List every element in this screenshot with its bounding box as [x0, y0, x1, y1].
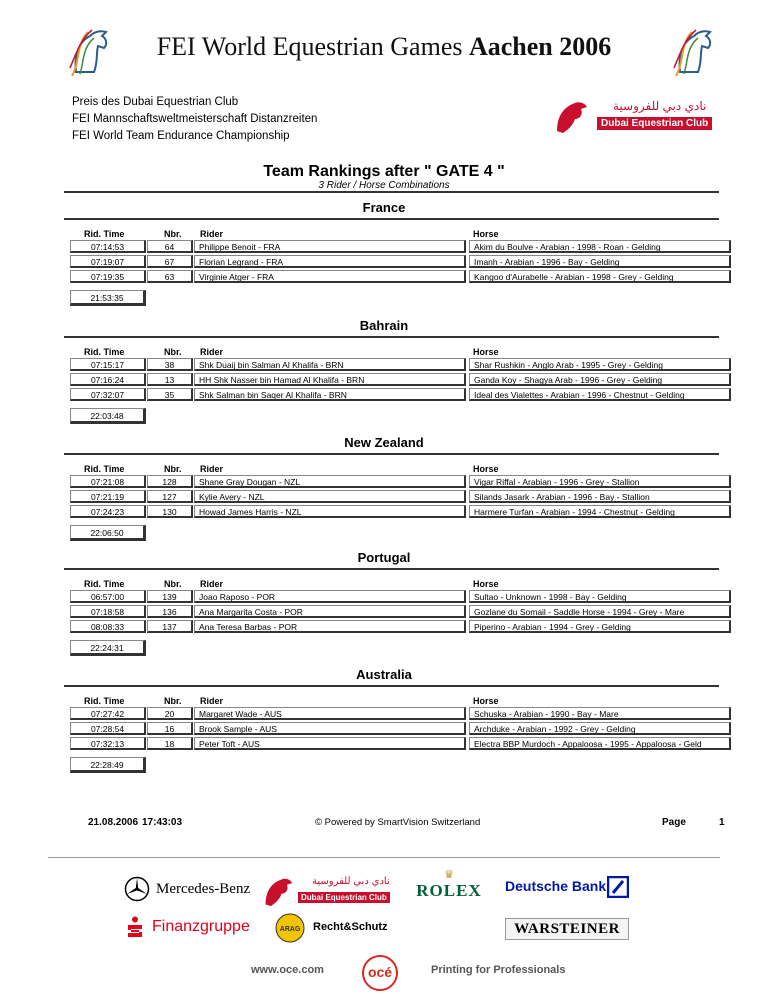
cell-nbr: 20: [147, 707, 193, 720]
sparkasse-s-icon: [126, 916, 144, 938]
footer-powered: © Powered by SmartVision Switzerland: [315, 817, 481, 828]
horse-emblem-right-icon: [670, 22, 720, 82]
cell-nbr: 137: [147, 620, 193, 633]
cell-nbr: 35: [147, 388, 193, 401]
dubai-club-logo: [553, 97, 733, 137]
ranking-subtitle: 3 Rider / Horse Combinations: [318, 180, 450, 191]
oce-url: www.oce.com: [251, 964, 324, 976]
cell-rider: Florian Legrand - FRA: [194, 255, 466, 268]
cell-nbr: 13: [147, 373, 193, 386]
cell-horse: Akim du Boulve - Arabian - 1998 - Roan - Gelding: [469, 240, 731, 253]
cell-nbr: 18: [147, 737, 193, 750]
deutsche-bank-logo: [505, 878, 606, 896]
footer-page-number: 1: [719, 817, 725, 828]
cell-rider: Shk Duaij bin Salman Al Khalifa - BRN: [194, 358, 466, 371]
team-name: Australia: [356, 667, 412, 682]
cell-nbr: 38: [147, 358, 193, 371]
col-header-time: Rid. Time: [84, 347, 125, 357]
team-total-time: 21:53:35: [70, 290, 146, 306]
cell-rid-time: 07:32:07: [70, 388, 146, 401]
cell-rid-time: 07:24:23: [70, 505, 146, 518]
team-total-time: 22:06:50: [70, 525, 146, 541]
cell-nbr: 64: [147, 240, 193, 253]
rolex-logo: [414, 868, 484, 901]
col-header-rider: Rider: [200, 696, 224, 706]
cell-horse: Ganda Koy - Shagya Arab - 1996 - Grey - Gelding: [469, 373, 731, 386]
cell-rider: Peter Toft - AUS: [194, 737, 466, 750]
cell-rid-time: 07:18:58: [70, 605, 146, 618]
col-header-horse: Horse: [473, 579, 499, 589]
col-header-time: Rid. Time: [84, 229, 125, 239]
col-header-rider: Rider: [200, 229, 224, 239]
deutsche-bank-text: Deutsche Bank: [505, 878, 607, 894]
col-header-horse: Horse: [473, 696, 499, 706]
cell-horse: Piperino - Arabian - 1994 - Grey - Gelding: [469, 620, 731, 633]
mercedes-logo: [124, 876, 251, 907]
col-header-rider: Rider: [200, 579, 224, 589]
cell-horse: Electra BBP Murdoch - Appaloosa - 1995 - Appaloosa - Geld: [469, 737, 731, 750]
cell-rider: Ana Margarita Costa - POR: [194, 605, 466, 618]
warsteiner-logo: [505, 918, 629, 940]
cell-nbr: 130: [147, 505, 193, 518]
cell-nbr: 63: [147, 270, 193, 283]
team-name: France: [362, 200, 406, 215]
team-divider: [64, 685, 719, 687]
crown-icon: ♛: [444, 869, 454, 881]
rolex-text: ROLEX: [416, 881, 482, 900]
cell-rid-time: 07:21:19: [70, 490, 146, 503]
cell-rider: Philippe Benoit - FRA: [194, 240, 466, 253]
cell-horse: Schuska - Arabian - 1990 - Bay - Mare: [469, 707, 731, 720]
cell-horse: Imanh - Arabian - 1996 - Bay - Gelding: [469, 255, 731, 268]
cell-rider: Brook Sample - AUS: [194, 722, 466, 735]
cell-nbr: 139: [147, 590, 193, 603]
dubai-sponsor-logo: [262, 874, 392, 910]
oce-slogan: Printing for Professionals: [431, 964, 566, 976]
cell-rider: Kylie Avery - NZL: [194, 490, 466, 503]
cell-rid-time: 07:28:54: [70, 722, 146, 735]
cell-horse: Silands Jasark - Arabian - 1996 - Bay - Stallion: [469, 490, 731, 503]
col-header-rider: Rider: [200, 464, 224, 474]
games-title: FEI World Equestrian Games Aachen 2006: [156, 32, 612, 61]
dubai-club-name: Dubai Equestrian Club: [597, 117, 712, 130]
event-line-2: FEI Mannschaftsweltmeisterschaft Distanzreiten: [72, 113, 318, 125]
cell-rider: Ana Teresa Barbas - POR: [194, 620, 466, 633]
cell-horse: Harmere Turfan - Arabian - 1994 - Chestnut - Gelding: [469, 505, 731, 518]
col-header-time: Rid. Time: [84, 696, 125, 706]
recht-schutz-text: Recht&Schutz: [313, 921, 388, 933]
dubai-sponsor-name: Dubai Equestrian Club: [298, 892, 390, 903]
event-line-1: Preis des Dubai Equestrian Club: [72, 96, 239, 108]
cell-rid-time: 07:21:08: [70, 475, 146, 488]
col-header-rider: Rider: [200, 347, 224, 357]
col-header-horse: Horse: [473, 229, 499, 239]
finanzgruppe-text: Finanzgruppe: [152, 918, 250, 935]
dubai-horse-icon: [553, 97, 589, 135]
deutsche-bank-slash-icon: [607, 876, 629, 898]
sparkasse-logo: [126, 916, 250, 943]
mercedes-star-icon: [124, 876, 150, 902]
cell-nbr: 67: [147, 255, 193, 268]
cell-nbr: 128: [147, 475, 193, 488]
footer-time: 17:43:03: [142, 817, 183, 828]
team-total-time: 22:03:48: [70, 408, 146, 424]
dubai-sponsor-horse-icon: [262, 874, 294, 908]
team-name: New Zealand: [344, 435, 424, 450]
cell-rid-time: 07:27:42: [70, 707, 146, 720]
cell-horse: Gozlane du Somail - Saddle Horse - 1994 - Grey - Mare: [469, 605, 731, 618]
title-divider: [64, 191, 719, 193]
team-total-time: 22:28:49: [70, 757, 146, 773]
col-header-nbr: Nbr.: [164, 464, 182, 474]
team-divider: [64, 218, 719, 220]
cell-rid-time: 08:08:33: [70, 620, 146, 633]
cell-horse: Ideal des Vialettes - Arabian - 1996 - Chestnut - Gelding: [469, 388, 731, 401]
cell-rid-time: 07:32:13: [70, 737, 146, 750]
cell-rider: Joao Raposo - POR: [194, 590, 466, 603]
cell-rid-time: 07:16:24: [70, 373, 146, 386]
oce-logo: océ: [362, 955, 398, 991]
cell-rider: HH Shk Nasser bin Hamad Al Khalifa - BRN: [194, 373, 466, 386]
col-header-time: Rid. Time: [84, 579, 125, 589]
col-header-time: Rid. Time: [84, 464, 125, 474]
cell-nbr: 16: [147, 722, 193, 735]
team-divider: [64, 568, 719, 570]
col-header-horse: Horse: [473, 464, 499, 474]
cell-rider: Shane Gray Dougan - NZL: [194, 475, 466, 488]
cell-nbr: 136: [147, 605, 193, 618]
cell-rid-time: 06:57:00: [70, 590, 146, 603]
team-divider: [64, 453, 719, 455]
team-divider: [64, 336, 719, 338]
arag-circle-icon: [275, 913, 305, 943]
cell-rider: Margaret Wade - AUS: [194, 707, 466, 720]
event-line-3: FEI World Team Endurance Championship: [72, 130, 290, 142]
warsteiner-text: WARSTEINER: [514, 921, 620, 937]
sponsor-divider: [48, 857, 720, 858]
col-header-horse: Horse: [473, 347, 499, 357]
footer-page-label: Page: [662, 817, 686, 828]
dubai-sponsor-arabic: نادي دبي للفروسية: [312, 876, 390, 887]
cell-horse: Shar Rushkin - Anglo Arab - 1995 - Grey - Gelding: [469, 358, 731, 371]
cell-rid-time: 07:14:53: [70, 240, 146, 253]
col-header-nbr: Nbr.: [164, 347, 182, 357]
cell-horse: Vigar Riffal - Arabian - 1996 - Grey - Stallion: [469, 475, 731, 488]
arag-logo: [275, 913, 388, 948]
team-name: Bahrain: [359, 318, 409, 333]
mercedes-text: Mercedes-Benz: [156, 881, 251, 897]
cell-rider: Howad James Harris - NZL: [194, 505, 466, 518]
cell-rid-time: 07:19:07: [70, 255, 146, 268]
footer-date: 21.08.2006: [88, 817, 139, 828]
cell-horse: Archduke - Arabian - 1992 - Grey - Gelding: [469, 722, 731, 735]
ranking-title: Team Rankings after " GATE 4 ": [263, 163, 505, 180]
team-name: Portugal: [357, 550, 411, 565]
cell-rider: Virginie Atger - FRA: [194, 270, 466, 283]
cell-nbr: 127: [147, 490, 193, 503]
col-header-nbr: Nbr.: [164, 696, 182, 706]
cell-rid-time: 07:19:35: [70, 270, 146, 283]
team-total-time: 22:24:31: [70, 640, 146, 656]
cell-horse: Kangoo d'Aurabelle - Arabian - 1998 - Grey - Gelding: [469, 270, 731, 283]
arag-text: ARAG: [279, 926, 301, 933]
dubai-club-arabic: نادي دبي للفروسية: [613, 99, 707, 113]
cell-rider: Shk Salman bin Saqer Al Khalifa - BRN: [194, 388, 466, 401]
col-header-nbr: Nbr.: [164, 579, 182, 589]
cell-rid-time: 07:15:17: [70, 358, 146, 371]
cell-horse: Sultao - Unknown - 1998 - Bay - Gelding: [469, 590, 731, 603]
col-header-nbr: Nbr.: [164, 229, 182, 239]
